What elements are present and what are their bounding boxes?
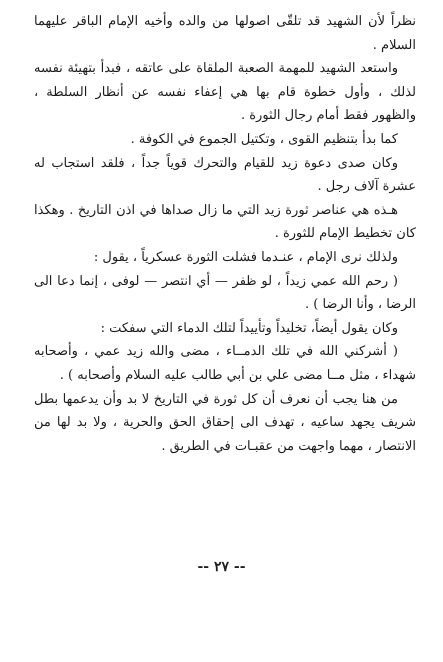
paragraph-2: واستعد الشهيد للمهمة الصعبة الملقاة على عاتقه ، فبدأ بتهيئة نفسه لذلك ، وأول خطوة قام بها هي إعفاء نفسه عن أنظار السلطة ، والظهور فقط أمام رجال الثورة . [34, 61, 416, 124]
paragraph-7-quote: ( رحم الله عمي زيداً ، لو ظفر — أي انتصر — لوفى ، إنما دعا الى الرضا ، وأنا الرضا ) . [34, 273, 416, 313]
paragraph-3: كما بدأ بتنظيم القوى ، وتكتيل الجموع في الكوفة . [130, 131, 398, 147]
page-number: -- ٢٧ -- [197, 559, 246, 575]
body-text [34, 10, 416, 458]
paragraph-6: ولذلك نرى الإمام ، عنـدما فشلت الثورة عسكرياً ، يقول : [93, 249, 398, 265]
paragraph-9-quote: ( أشركني الله في تلك الدمــاء ، مضى والله زيد عمي ، وأصحابه شهداء ، مثل مــا مضى علي بن أبي طالب عليه السلام وأصحابه ) . [34, 344, 416, 383]
paragraph-8: وكان يقول أيضاً، تخليداً وتأييداً لتلك الدماء التي سفكت : [100, 320, 398, 336]
paragraph-4: وكان صدى دعوة زيد للقيام والتحرك قوياً جداً ، فلقد استجاب له عشرة آلاف رجل . [34, 155, 416, 195]
paragraph-10: من هنا يجب أن نعرف أن كل ثورة في التاريخ لا بد وأن يدعمها بطل شريف يجهد ساعيه ، تهدف الى إحقاق الحق والحرية ، ولا بد لها من الانتصار ، مهما واجهت من عقبـات في الطريق . [34, 391, 416, 454]
paragraph-1: نظراً لأن الشهيد قد تلقّى اصولها من والده وأخيه الإمام الباقر عليهما السلام . [34, 14, 416, 53]
paragraph-5: هـذه هي عناصر ثورة زيد التي ما زال صداها في اذن التاريخ . وهكذا كان تخطيط الإمام للثورة . [34, 202, 416, 242]
